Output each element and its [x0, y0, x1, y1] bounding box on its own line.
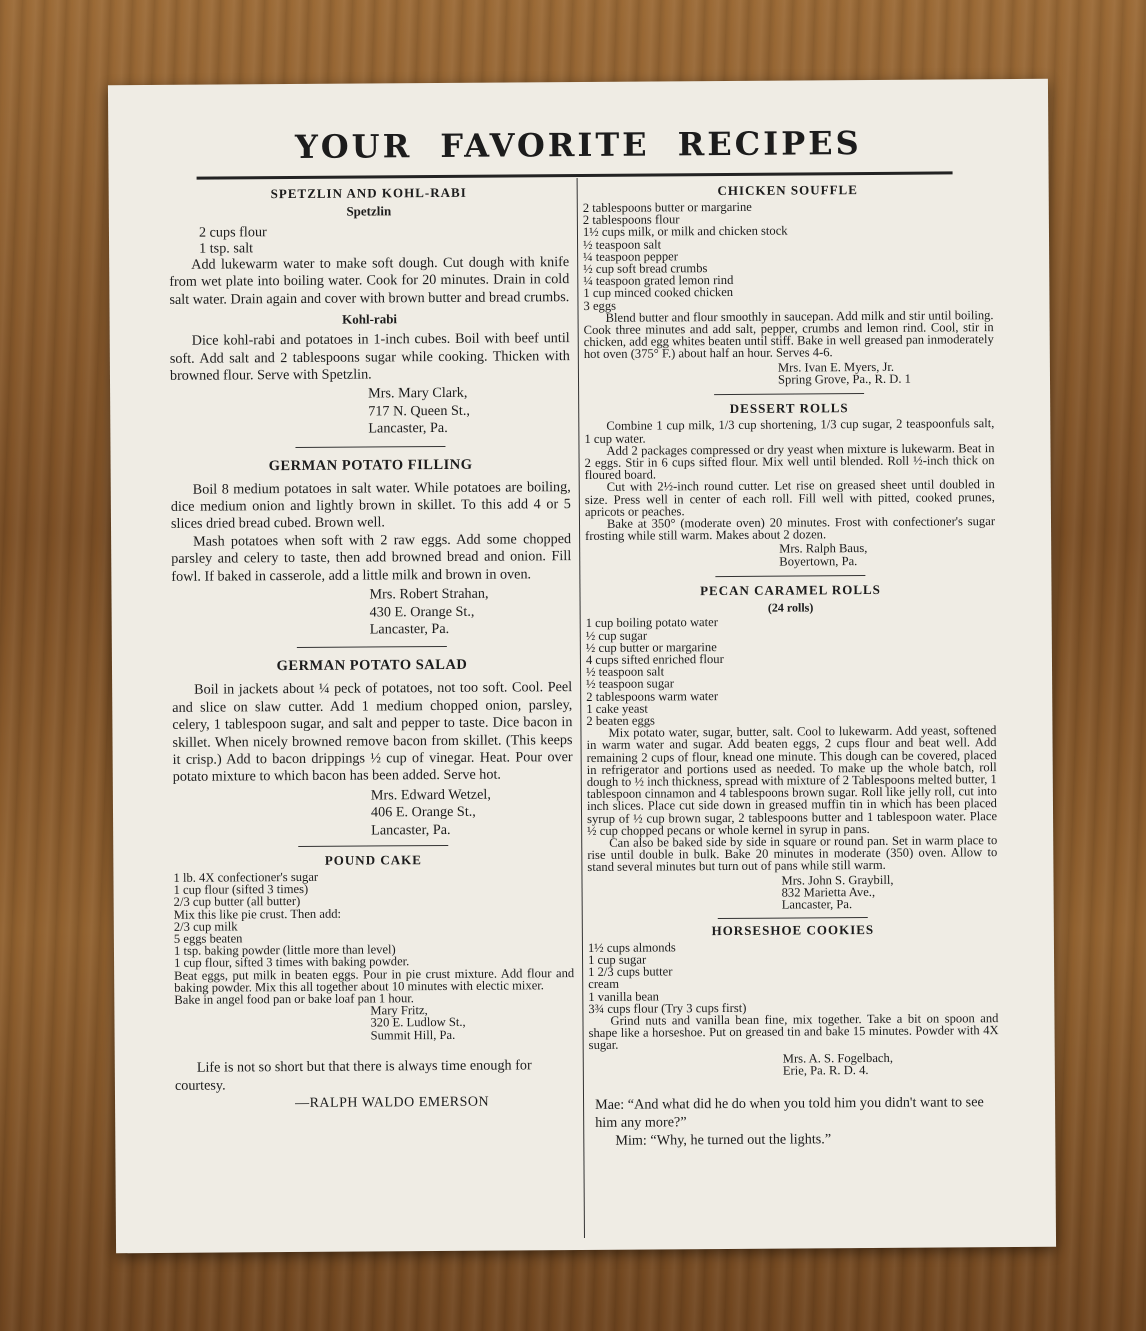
- ingredient: 2 tablespoons warm water: [586, 688, 719, 704]
- directions: Grind nuts and vanilla bean fine, mix together. Take a bit on spoon and shape like a horseshoe. Put on greased tin and bake 15 minutes. Powder with 4X sugar.: [588, 1011, 999, 1053]
- ingredient: Mix this like pie crust. Then add:: [173, 906, 342, 922]
- directions: Combine 1 cup milk, 1/3 cup shortening, 1/3 cup sugar, 2 teaspoonfuls salt, 1 cup water.: [584, 416, 995, 446]
- ingredient: 2 tablespoons butter or margarine: [582, 199, 752, 215]
- directions: Cut with 2½-inch round cutter. Let rise on greased sheet until doubled in size. Press well in center of each roll. Fill well with pitted, cooked prunes, apricots or peaches.: [584, 477, 995, 519]
- recipe-pecan-rolls: [585, 581, 997, 912]
- recipe-title: GERMAN POTATO SALAD: [276, 657, 468, 675]
- ingredient: ¼ teaspoon grated lemon rind: [583, 273, 734, 289]
- recipe-chicken-souffle: [583, 181, 994, 387]
- signature-line: Mary Fritz,: [370, 1003, 428, 1018]
- section-rule: [298, 845, 448, 847]
- directions: Beat eggs, put milk in beaten eggs. Pour in pie crust mixture. Add flour and baking powder. Mix this all together about 10 minutes with electic mixer.: [174, 965, 575, 995]
- ingredient: 1 cup minced cooked chicken: [583, 285, 734, 301]
- recipe-title: SPETZLIN AND KOHL-RABI: [270, 184, 467, 202]
- ingredient: 3¾ cups flour (Try 3 cups first): [588, 1000, 747, 1016]
- ingredient: ½ cup soft bread crumbs: [583, 261, 708, 276]
- recipe-pound-cake: [173, 851, 574, 1043]
- ingredient: 2/3 cup butter (all butter): [173, 894, 301, 910]
- quote-text: Life is not so short but that there is always time enough for courtesy.: [174, 1057, 532, 1094]
- recipe-subtitle: (24 rolls): [767, 600, 814, 615]
- section-rule: [715, 575, 865, 577]
- recipe-title: DESSERT ROLLS: [729, 400, 849, 417]
- section-rule: [714, 393, 864, 395]
- signature-line: Mrs. Ivan E. Myers, Jr.: [777, 359, 895, 375]
- ingredient: ½ cup butter or margarine: [585, 639, 717, 655]
- signature-line: Lancaster, Pa.: [368, 420, 448, 437]
- directions: Add lukewarm water to make soft dough. Cut dough with knife from wet plate into boiling water. Cook for 20 minutes. Drain in cold salt water. Drain again and cover with brown butter and bread crumbs.: [169, 254, 570, 308]
- signature-line: Mrs. Ralph Baus,: [779, 541, 868, 557]
- ingredient: 2 tablespoons flour: [582, 212, 680, 228]
- signature-line: Mrs. Edward Wetzel,: [370, 786, 491, 804]
- signature-line: Lancaster, Pa.: [781, 897, 853, 912]
- directions: Blend butter and flour smoothly in saucepan. Add milk and stir until boiling. Cook three minutes and add salt, pepper, crumbs and lemon rind. Cool, stir in chicken, add egg whites beaten until stiff. Bake in well greased pan inmoderately hot oven (375° F.) about half an hour. Serves 4-6.: [583, 307, 994, 362]
- ingredient: 3 eggs: [583, 298, 617, 313]
- ingredient: 1 tsp. salt: [199, 240, 254, 257]
- directions: Bake in angel food pan or bake loaf pan 1 hour.: [174, 991, 414, 1007]
- directions: Dice kohl-rabi and potatoes in 1-inch cubes. Boil with beef until soft. Add salt and 2 tablespoons sugar while cooking. Thicken with browned flour. Serve with Spetzlin.: [169, 330, 570, 384]
- recipe-spetzlin: [169, 184, 571, 439]
- quote-author: —RALPH WALDO EMERSON: [294, 1094, 490, 1111]
- ingredient: 2 cups flour: [198, 224, 267, 241]
- signature-line: Mrs. A. S. Fogelbach,: [782, 1050, 893, 1066]
- quote-block: [175, 1056, 575, 1113]
- page-title: YOUR FAVORITE RECIPES: [294, 124, 862, 166]
- ingredient: 1 2/3 cups butter: [588, 964, 673, 980]
- signature-line: Erie, Pa. R. D. 4.: [782, 1063, 869, 1078]
- recipe-title: CHICKEN SOUFFLE: [717, 182, 858, 199]
- recipe-horseshoe-cookies: [588, 921, 999, 1078]
- ingredient: 1 cake yeast: [586, 701, 648, 716]
- ingredient: 4 cups sifted enriched flour: [585, 651, 724, 667]
- left-column: [169, 180, 575, 1113]
- signature-line: 717 N. Queen St.,: [368, 402, 470, 420]
- right-column: [583, 177, 1000, 1150]
- ingredient: 1 cup flour (sifted 3 times): [173, 882, 309, 898]
- recipe-title: HORSESHOE COOKIES: [711, 921, 875, 938]
- ingredient: 5 eggs beaten: [173, 931, 243, 946]
- ingredient: 1½ cups almonds: [587, 940, 676, 955]
- signature-line: Lancaster, Pa.: [369, 620, 450, 638]
- ingredient: ½ teaspoon sugar: [586, 676, 674, 692]
- ingredient: cream: [588, 977, 620, 992]
- recipe-potato-filling: [171, 456, 572, 640]
- directions: Boil 8 medium potatoes in salt water. While potatoes are boiling, dice medium onion and lightly brown in skillet. To this add 4 or 5 slices dried bread cubed. Brown well.: [170, 478, 571, 533]
- directions: Mix potato water, sugar, butter, salt. Cool to lukewarm. Add yeast, softened in warm water and sugar. Add beaten eggs, 2 cups flour and beat well. Add remaining 2 cups of flour, knead one minute. This dough can be covered, placed in refrigerator and portions used as needed. To make up the whole batch, roll dough to ½ inch thickness, spread with mixture of 2 Tablespoons melted butter, 1 tablespoon cinnamon and 4 tablespoons brown sugar. Roll like jelly roll, cut into inch slices. Place cut side down in greased muffin tin in which has been placed syrup of ½ cup brown sugar, 2 tablespoons butter and 1 tablespoon water. Place ½ cup chopped pecans or whole kernel in syrup in pans.: [586, 723, 998, 838]
- directions: Boil in jackets about ¼ peck of potatoes, not too soft. Cool. Peel and slice on slaw cutter. Add 1 medium chopped onion, parsley, celery, 1 tablespoon sugar, and salt and pepper to taste. Dice bacon in skillet. When nicely browned remove bacon from skillet. (This keeps it crisp.) Add to bacon drippings ½ cup of vinegar. Heat. Pour over potato mixture to which bacon has been added. Serve hot.: [172, 679, 573, 786]
- recipe-dessert-rolls: [584, 400, 995, 570]
- ingredient: 1 cup flour, sifted 3 times with baking powder.: [174, 954, 410, 971]
- ingredient: 1 cup boiling potato water: [585, 615, 718, 631]
- recipe-subtitle: Spetzlin: [346, 203, 392, 219]
- signature-line: 430 E. Orange St.,: [369, 603, 475, 620]
- joke-line: Mae: “And what did he do when you told him you didn't want to see him any more?”: [595, 1094, 984, 1132]
- recipe-page: [108, 79, 1056, 1254]
- recipe-title: PECAN CARAMEL ROLLS: [700, 582, 881, 599]
- ingredient: 1 tsp. baking powder (little more than level): [173, 942, 396, 959]
- ingredient: ½ cup sugar: [585, 628, 648, 643]
- recipe-title: POUND CAKE: [324, 852, 422, 868]
- section-rule: [295, 446, 445, 448]
- ingredient: 1 lb. 4X confectioner's sugar: [173, 869, 319, 885]
- signature-line: Mrs. Robert Strahan,: [369, 585, 489, 603]
- directions: Can also be baked side by side in square or round pan. Set in warm place to rise until double in bulk. Bake 20 minutes in moderate (350) oven. Allow to stand several minutes but turn out of pans while still warm.: [587, 833, 998, 875]
- signature-line: Mrs. Mary Clark,: [368, 385, 468, 402]
- section-rule: [297, 646, 447, 648]
- signature-line: Spring Grove, Pa., R. D. 1: [777, 371, 911, 387]
- ingredient: 1½ cups milk, or milk and chicken stock: [582, 223, 788, 240]
- joke-block: [589, 1094, 999, 1151]
- signature-line: 832 Marietta Ave.,: [781, 884, 876, 900]
- ingredient: 2/3 cup milk: [173, 919, 238, 934]
- ingredient: 2 beaten eggs: [586, 713, 655, 728]
- signature-line: Boyertown, Pa.: [779, 553, 858, 569]
- joke-line: Mim: “Why, he turned out the lights.”: [615, 1131, 832, 1150]
- signature-line: Summit Hill, Pa.: [370, 1027, 456, 1043]
- ingredient: 1 cup sugar: [588, 952, 647, 967]
- ingredient: ½ teaspoon salt: [585, 664, 665, 680]
- directions: Add 2 packages compressed or dry yeast when mixture is lukewarm. Beat in 2 eggs. Stir in 6 cups sifted flour. Mix well until blended. Roll ½-inch thick on floured board.: [584, 440, 995, 483]
- signature-line: Mrs. John S. Graybill,: [781, 872, 894, 888]
- recipe-potato-salad: [172, 656, 573, 840]
- recipe-title: GERMAN POTATO FILLING: [268, 456, 473, 474]
- ingredient: ¼ teaspoon pepper: [583, 249, 678, 264]
- ingredient: 1 vanilla bean: [588, 989, 659, 1004]
- ingredient: ½ teaspoon salt: [583, 237, 662, 252]
- directions: Mash potatoes when soft with 2 raw eggs. Add some chopped parsley and celery to taste, then add browned bread and onion. Fill fowl. If baked in casserole, add a little milk and brown in oven.: [171, 530, 572, 585]
- directions: Bake at 350° (moderate oven) 20 minutes. Frost with confectioner's sugar frosting while still warm. Makes about 2 dozen.: [585, 514, 996, 544]
- section-rule: [718, 917, 868, 919]
- signature-line: Lancaster, Pa.: [371, 821, 451, 839]
- signature-line: 406 E. Orange St.,: [370, 803, 476, 821]
- signature-line: 320 E. Ludlow St.,: [370, 1015, 466, 1030]
- recipe-subtitle: Kohl-rabi: [342, 311, 398, 327]
